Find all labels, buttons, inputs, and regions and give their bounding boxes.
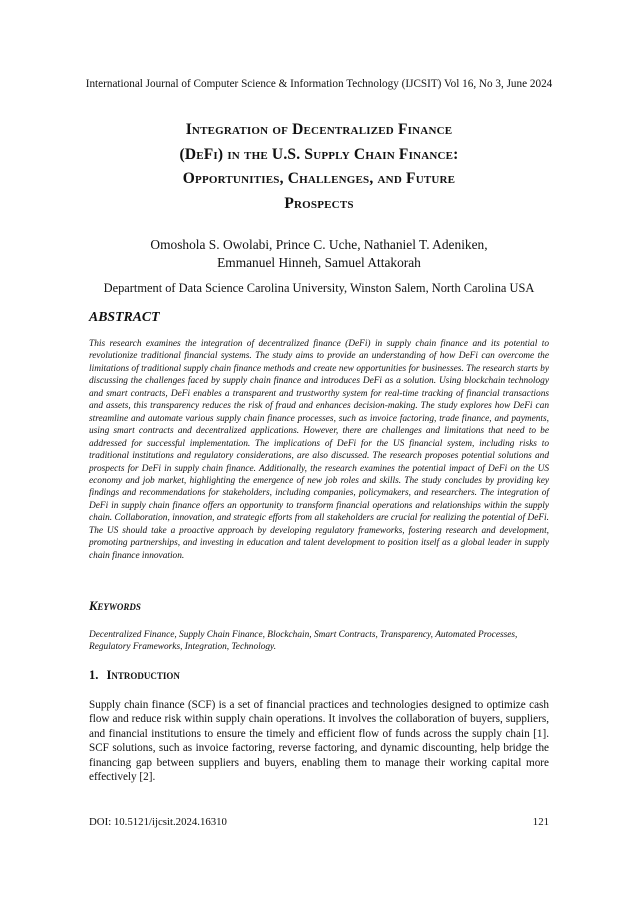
keywords-text: Decentralized Finance, Supply Chain Finance, Blockchain, Smart Contracts, Transparency, Automated Processes, Regulatory Frameworks, Integration, Technology. <box>89 630 518 653</box>
title-line: (DeFi) in the U.S. Supply Chain Finance: <box>179 145 459 163</box>
paper-title <box>60 118 578 216</box>
introduction-text: Supply chain finance (SCF) is a set of financial practices and technologies designed to optimize cash flow and reduce risk within supply chain operations. It involves the collaboration of buyers, suppliers, and financial institutions to ensure the timely and efficient flow of funds across the supply chain [1]. SCF solutions, such as invoice factoring, reverse factoring, and dynamic discounting, help bridge the financing gap between suppliers and buyers, enabling them to manage their working capital more effectively [2]. <box>89 699 549 784</box>
authors <box>0 236 638 272</box>
authors-line: Emmanuel Hinneh, Samuel Attakorah <box>217 255 421 270</box>
section-number: 1. <box>89 668 99 682</box>
abstract-text: This research examines the integration of decentralized finance (DeFi) in supply chain finance and its potential to revolutionize traditional financial systems. The study aims to provide an understanding of how DeFi can overcome the limitations of traditional supply chain finance methods and create new opportunities for businesses. The research starts by discussing the challenges faced by supply chain finance and introduces DeFi as a solution. Using blockchain technology and smart contracts, DeFi enables a transparent and trustworthy system for real-time tracking of financial transactions and assets, this transparency reduces the risk of fraud and enhances decision-making. The study explores how DeFi can streamline and automate various supply chain finance processes, such as invoice factoring, trade finance, and payments, using smart contracts and decentralized applications. However, there are challenges and limitations that need to be addressed for successful implementation. The implications of DeFi for the US financial system, including risks to traditional institutions and regulatory considerations, are also discussed. The research proposes potential solutions and prospects for DeFi in supply chain finance. Additionally, the research examines the potential impact of DeFi on the US economy and job market, highlighting the emergence of new job roles and skills. The study concludes by providing key findings and recommendations for stakeholders, including companies, policymakers, and researchers. The integration of DeFi in supply chain finance offers an opportunity to transform financial operations and relationships within the supply chain. Collaboration, innovation, and strategic efforts from all stakeholders are crucial for realizing the potential of DeFi. The US should take a proactive approach by developing regulatory frameworks, fostering research and development, promoting partnerships, and investing in education and talent development to position itself as a global leader in supply chain finance innovation. <box>89 339 549 561</box>
affiliation: Department of Data Science Carolina University, Winston Salem, North Carolina USA <box>103 281 535 295</box>
journal-header: International Journal of Computer Science & Information Technology (IJCSIT) Vol 16, No 3, June 2024 <box>85 78 553 90</box>
title-line: Integration of Decentralized Finance <box>185 121 453 138</box>
title-line: Prospects <box>284 194 354 212</box>
doi: DOI: 10.5121/ijcsit.2024.16310 <box>89 816 227 828</box>
title-line: Opportunities, Challenges, and Future <box>182 170 456 187</box>
abstract-heading: ABSTRACT <box>89 309 160 324</box>
introduction-heading <box>89 668 188 683</box>
page-number: 121 <box>532 816 549 828</box>
section-title: Introduction <box>106 668 180 682</box>
authors-line: Omoshola S. Owolabi, Prince C. Uche, Nathaniel T. Adeniken, <box>150 237 488 252</box>
keywords-heading: Keywords <box>89 599 141 613</box>
